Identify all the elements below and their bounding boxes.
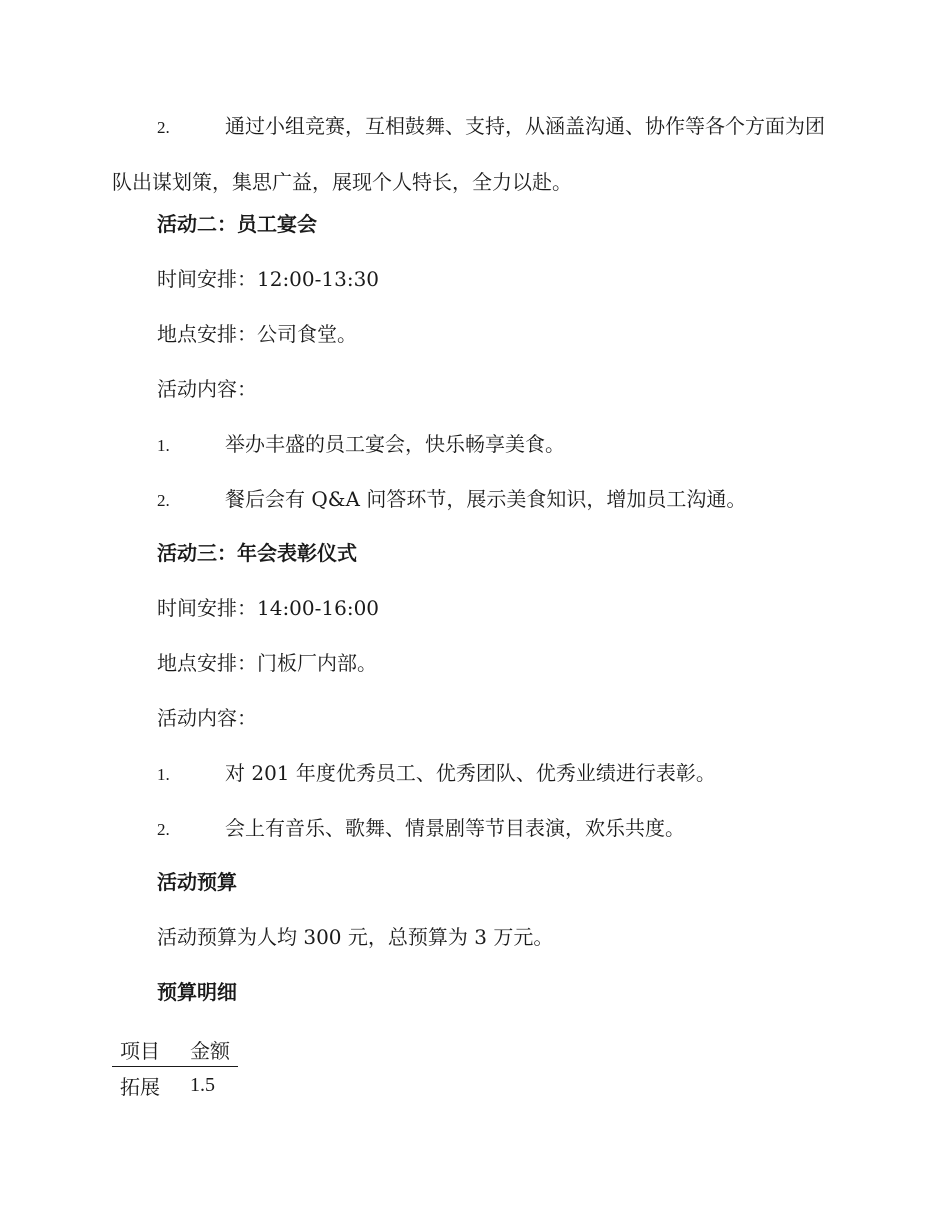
activity3-time: 时间安排：14:00-16:00 [157,596,380,620]
list-text: 对 201 年度优秀员工、优秀团队、优秀业绩进行表彰。 [225,761,716,785]
cell-amount: 1.5 [190,1074,215,1096]
list-number: 2. [157,491,170,510]
table-header-row [112,1033,238,1067]
list-text: 通过小组竞赛，互相鼓舞、支持，从涵盖沟通、协作等各个方面为团队出谋划策，集思广益，展现个人特长，全力以赴。 [112,114,825,194]
activity3-item [157,759,716,789]
activity3-content-label: 活动内容： [157,706,257,730]
activity2-content-label: 活动内容： [157,377,257,401]
activity3-item [157,814,685,844]
list-text: 餐后会有 Q&A 问答环节，展示美食知识，增加员工沟通。 [225,487,747,511]
column-header-amount: 金额 [168,1033,238,1067]
list-text: 举办丰盛的员工宴会，快乐畅享美食。 [225,432,565,456]
list-number: 1. [157,436,170,455]
table-row [112,1067,238,1103]
activity3-place: 地点安排：门板厂内部。 [157,651,377,675]
budget-text: 活动预算为人均 300 元，总预算为 3 万元。 [157,925,554,949]
list-number: 2. [157,118,170,137]
activity2-item [157,430,565,460]
cell-item: 拓展 [120,1075,160,1099]
intro-list-item [112,99,837,210]
list-number: 2. [157,820,170,839]
list-number: 1. [157,765,170,784]
activity2-item [157,485,746,515]
activity2-place: 地点安排：公司食堂。 [157,322,357,346]
list-text: 会上有音乐、歌舞、情景剧等节目表演，欢乐共度。 [225,816,685,840]
column-header-item: 项目 [112,1033,168,1067]
budget-heading: 活动预算 [157,870,237,894]
budget-table [112,1033,238,1102]
activity2-heading: 活动二：员工宴会 [157,212,317,236]
activity3-heading: 活动三：年会表彰仪式 [157,541,357,565]
budget-detail-heading: 预算明细 [157,980,237,1004]
activity2-time: 时间安排：12:00-13:30 [157,267,380,291]
